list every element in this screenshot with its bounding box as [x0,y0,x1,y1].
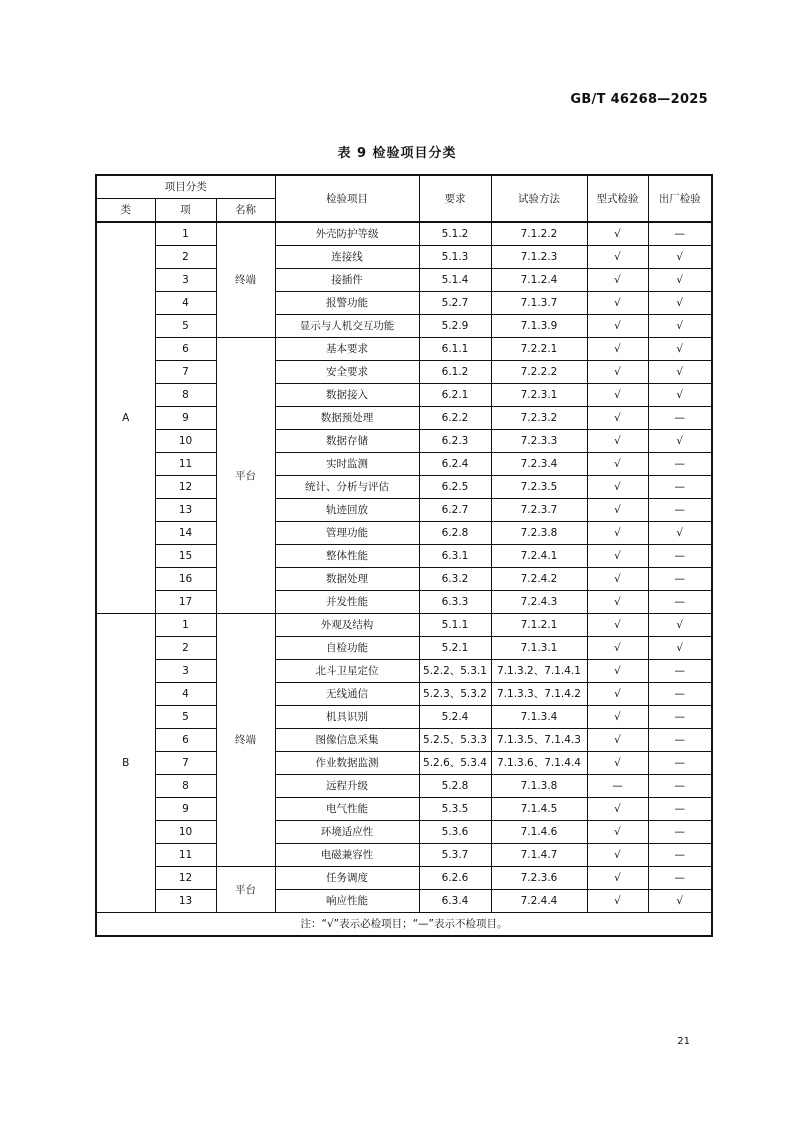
table-row [96,752,712,775]
inspection-item-cell: 外观及结构 [275,614,419,637]
factory-inspection-cell: — [648,706,712,729]
type-inspection-cell: — [587,775,648,798]
type-inspection-cell: √ [587,246,648,269]
test-method-cell: 7.2.3.5 [491,476,587,499]
requirement-cell: 5.1.4 [419,269,491,292]
table-row [96,430,712,453]
table-body [96,222,712,913]
inspection-item-cell: 电气性能 [275,798,419,821]
test-method-cell: 7.2.4.2 [491,568,587,591]
item-number-cell: 5 [155,315,216,338]
inspection-item-cell: 图像信息采集 [275,729,419,752]
item-number-cell: 11 [155,453,216,476]
type-inspection-cell: √ [587,361,648,384]
requirement-cell: 6.1.2 [419,361,491,384]
type-inspection-cell: √ [587,430,648,453]
type-inspection-cell: √ [587,568,648,591]
table-row [96,361,712,384]
factory-inspection-cell: √ [648,246,712,269]
test-method-cell: 7.1.3.9 [491,315,587,338]
test-method-cell: 7.2.3.4 [491,453,587,476]
table-row [96,706,712,729]
item-number-cell: 12 [155,867,216,890]
test-method-cell: 7.1.2.2 [491,222,587,246]
factory-inspection-cell: √ [648,890,712,913]
item-number-cell: 13 [155,499,216,522]
inspection-item-cell: 基本要求 [275,338,419,361]
factory-inspection-cell: — [648,752,712,775]
factory-inspection-cell: — [648,568,712,591]
type-inspection-cell: √ [587,890,648,913]
inspection-item-cell: 电磁兼容性 [275,844,419,867]
item-number-cell: 15 [155,545,216,568]
type-inspection-cell: √ [587,476,648,499]
item-number-cell: 3 [155,269,216,292]
inspection-item-cell: 数据处理 [275,568,419,591]
type-inspection-cell: √ [587,384,648,407]
type-inspection-header: 型式检验 [587,175,648,222]
inspection-item-cell: 连接线 [275,246,419,269]
name-header: 名称 [216,199,275,223]
factory-inspection-cell: √ [648,637,712,660]
type-inspection-cell: √ [587,729,648,752]
table-row [96,315,712,338]
factory-inspection-cell: — [648,453,712,476]
requirement-cell: 6.3.4 [419,890,491,913]
factory-inspection-cell: √ [648,430,712,453]
inspection-item-cell: 北斗卫星定位 [275,660,419,683]
test-method-cell: 7.1.3.2、7.1.4.1 [491,660,587,683]
type-inspection-cell: √ [587,752,648,775]
factory-inspection-cell: √ [648,614,712,637]
table-row [96,660,712,683]
test-method-cell: 7.1.4.6 [491,821,587,844]
test-method-cell: 7.2.4.3 [491,591,587,614]
class-cell: B [96,614,155,913]
test-method-cell: 7.2.3.1 [491,384,587,407]
type-inspection-cell: √ [587,315,648,338]
class-header: 类 [96,199,155,223]
inspection-item-cell: 并发性能 [275,591,419,614]
requirement-cell: 6.3.2 [419,568,491,591]
factory-inspection-cell: — [648,867,712,890]
type-inspection-cell: √ [587,821,648,844]
requirement-cell: 5.2.3、5.3.2 [419,683,491,706]
requirement-cell: 5.2.4 [419,706,491,729]
requirement-cell: 6.2.1 [419,384,491,407]
table-row [96,407,712,430]
inspection-item-cell: 报警功能 [275,292,419,315]
type-inspection-cell: √ [587,545,648,568]
requirement-cell: 6.2.4 [419,453,491,476]
test-method-cell: 7.1.3.4 [491,706,587,729]
test-method-cell: 7.2.3.2 [491,407,587,430]
inspection-item-cell: 实时监测 [275,453,419,476]
requirement-cell: 5.2.1 [419,637,491,660]
type-inspection-cell: √ [587,338,648,361]
table-row [96,798,712,821]
item-number-cell: 17 [155,591,216,614]
item-number-cell: 7 [155,752,216,775]
inspection-item-cell: 数据预处理 [275,407,419,430]
type-inspection-cell: √ [587,292,648,315]
inspection-item-cell: 显示与人机交互功能 [275,315,419,338]
table-row [96,729,712,752]
factory-inspection-cell: — [648,821,712,844]
factory-inspection-cell: — [648,499,712,522]
requirement-cell: 5.1.3 [419,246,491,269]
table-row [96,453,712,476]
inspection-item-cell: 管理功能 [275,522,419,545]
type-inspection-cell: √ [587,407,648,430]
factory-inspection-cell: — [648,222,712,246]
item-number-cell: 2 [155,637,216,660]
inspection-item-header: 检验项目 [275,175,419,222]
test-method-cell: 7.1.2.1 [491,614,587,637]
factory-inspection-cell: — [648,729,712,752]
item-number-cell: 10 [155,821,216,844]
factory-inspection-cell: √ [648,269,712,292]
table-row [96,568,712,591]
factory-inspection-cell: √ [648,292,712,315]
test-method-cell: 7.2.4.1 [491,545,587,568]
item-number-cell: 4 [155,292,216,315]
inspection-item-cell: 统计、分析与评估 [275,476,419,499]
factory-inspection-cell: — [648,775,712,798]
factory-inspection-cell: — [648,545,712,568]
inspection-item-cell: 机具识别 [275,706,419,729]
factory-inspection-cell: √ [648,315,712,338]
table-row [96,476,712,499]
table-row [96,591,712,614]
test-method-cell: 7.1.2.3 [491,246,587,269]
requirement-cell: 5.3.6 [419,821,491,844]
factory-inspection-header: 出厂检验 [648,175,712,222]
table-row [96,821,712,844]
table-row [96,683,712,706]
class-cell: A [96,222,155,614]
factory-inspection-cell: — [648,660,712,683]
item-number-cell: 11 [155,844,216,867]
item-number-cell: 16 [155,568,216,591]
requirement-cell: 5.1.2 [419,222,491,246]
table-row [96,614,712,637]
type-inspection-cell: √ [587,637,648,660]
inspection-item-cell: 响应性能 [275,890,419,913]
factory-inspection-cell: √ [648,522,712,545]
factory-inspection-cell: — [648,476,712,499]
item-number-cell: 12 [155,476,216,499]
test-method-cell: 7.1.3.7 [491,292,587,315]
test-method-cell: 7.2.2.1 [491,338,587,361]
test-method-cell: 7.2.3.3 [491,430,587,453]
test-method-cell: 7.2.4.4 [491,890,587,913]
inspection-item-cell: 环境适应性 [275,821,419,844]
test-method-cell: 7.1.3.5、7.1.4.3 [491,729,587,752]
test-method-cell: 7.1.3.8 [491,775,587,798]
type-inspection-cell: √ [587,591,648,614]
test-method-cell: 7.1.3.3、7.1.4.2 [491,683,587,706]
requirement-cell: 6.2.3 [419,430,491,453]
test-method-cell: 7.1.4.5 [491,798,587,821]
requirement-cell: 5.2.9 [419,315,491,338]
requirement-cell: 5.2.5、5.3.3 [419,729,491,752]
item-header: 项 [155,199,216,223]
inspection-item-cell: 安全要求 [275,361,419,384]
item-number-cell: 3 [155,660,216,683]
test-method-cell: 7.2.2.2 [491,361,587,384]
table-row [96,222,712,246]
requirement-cell: 6.2.8 [419,522,491,545]
table-row [96,844,712,867]
factory-inspection-cell: — [648,407,712,430]
item-number-cell: 14 [155,522,216,545]
item-number-cell: 8 [155,384,216,407]
factory-inspection-cell: √ [648,384,712,407]
table-row [96,867,712,890]
test-method-cell: 7.1.3.6、7.1.4.4 [491,752,587,775]
type-inspection-cell: √ [587,844,648,867]
table-row [96,292,712,315]
factory-inspection-cell: — [648,683,712,706]
table-row [96,522,712,545]
table-row [96,338,712,361]
requirement-cell: 5.3.7 [419,844,491,867]
category-group-header: 项目分类 [96,175,275,199]
requirement-cell: 6.2.5 [419,476,491,499]
item-number-cell: 6 [155,338,216,361]
item-number-cell: 1 [155,222,216,246]
requirement-cell: 5.1.1 [419,614,491,637]
item-number-cell: 9 [155,407,216,430]
requirement-cell: 6.3.1 [419,545,491,568]
requirement-cell: 6.3.3 [419,591,491,614]
subgroup-name-cell: 终端 [216,614,275,867]
requirement-cell: 5.3.5 [419,798,491,821]
inspection-classification-table [95,174,713,937]
type-inspection-cell: √ [587,867,648,890]
item-number-cell: 8 [155,775,216,798]
type-inspection-cell: √ [587,499,648,522]
table-row [96,775,712,798]
requirement-cell: 5.2.7 [419,292,491,315]
type-inspection-cell: √ [587,706,648,729]
factory-inspection-cell: √ [648,338,712,361]
inspection-item-cell: 自检功能 [275,637,419,660]
subgroup-name-cell: 终端 [216,222,275,338]
inspection-item-cell: 作业数据监测 [275,752,419,775]
table-row [96,269,712,292]
test-method-cell: 7.2.3.6 [491,867,587,890]
requirement-cell: 6.2.6 [419,867,491,890]
inspection-item-cell: 数据接入 [275,384,419,407]
item-number-cell: 6 [155,729,216,752]
requirement-cell: 5.2.6、5.3.4 [419,752,491,775]
test-method-cell: 7.2.3.7 [491,499,587,522]
requirement-cell: 5.2.8 [419,775,491,798]
requirement-cell: 6.2.7 [419,499,491,522]
inspection-item-cell: 整体性能 [275,545,419,568]
table-row [96,499,712,522]
test-method-cell: 7.1.3.1 [491,637,587,660]
item-number-cell: 5 [155,706,216,729]
requirement-header: 要求 [419,175,491,222]
table-row [96,384,712,407]
subgroup-name-cell: 平台 [216,338,275,614]
item-number-cell: 13 [155,890,216,913]
inspection-item-cell: 轨迹回放 [275,499,419,522]
page-number: 21 [677,1036,690,1047]
standard-code: GB/T 46268—2025 [570,92,708,107]
table-title: 表 9 检验项目分类 [337,146,457,161]
test-method-header: 试验方法 [491,175,587,222]
table-row [96,246,712,269]
test-method-cell: 7.2.3.8 [491,522,587,545]
item-number-cell: 2 [155,246,216,269]
factory-inspection-cell: √ [648,361,712,384]
item-number-cell: 1 [155,614,216,637]
item-number-cell: 4 [155,683,216,706]
item-number-cell: 10 [155,430,216,453]
table-row [96,637,712,660]
type-inspection-cell: √ [587,222,648,246]
inspection-item-cell: 无线通信 [275,683,419,706]
factory-inspection-cell: — [648,798,712,821]
factory-inspection-cell: — [648,844,712,867]
inspection-item-cell: 接插件 [275,269,419,292]
type-inspection-cell: √ [587,798,648,821]
inspection-item-cell: 数据存储 [275,430,419,453]
type-inspection-cell: √ [587,614,648,637]
type-inspection-cell: √ [587,522,648,545]
table-note: 注：“√”表示必检项目；“—”表示不检项目。 [96,913,712,937]
item-number-cell: 9 [155,798,216,821]
factory-inspection-cell: — [648,591,712,614]
type-inspection-cell: √ [587,683,648,706]
inspection-item-cell: 任务调度 [275,867,419,890]
item-number-cell: 7 [155,361,216,384]
test-method-cell: 7.1.2.4 [491,269,587,292]
subgroup-name-cell: 平台 [216,867,275,913]
test-method-cell: 7.1.4.7 [491,844,587,867]
inspection-item-cell: 远程升级 [275,775,419,798]
type-inspection-cell: √ [587,453,648,476]
requirement-cell: 5.2.2、5.3.1 [419,660,491,683]
requirement-cell: 6.2.2 [419,407,491,430]
table-row [96,890,712,913]
inspection-item-cell: 外壳防护等级 [275,222,419,246]
type-inspection-cell: √ [587,269,648,292]
requirement-cell: 6.1.1 [419,338,491,361]
type-inspection-cell: √ [587,660,648,683]
table-row [96,545,712,568]
